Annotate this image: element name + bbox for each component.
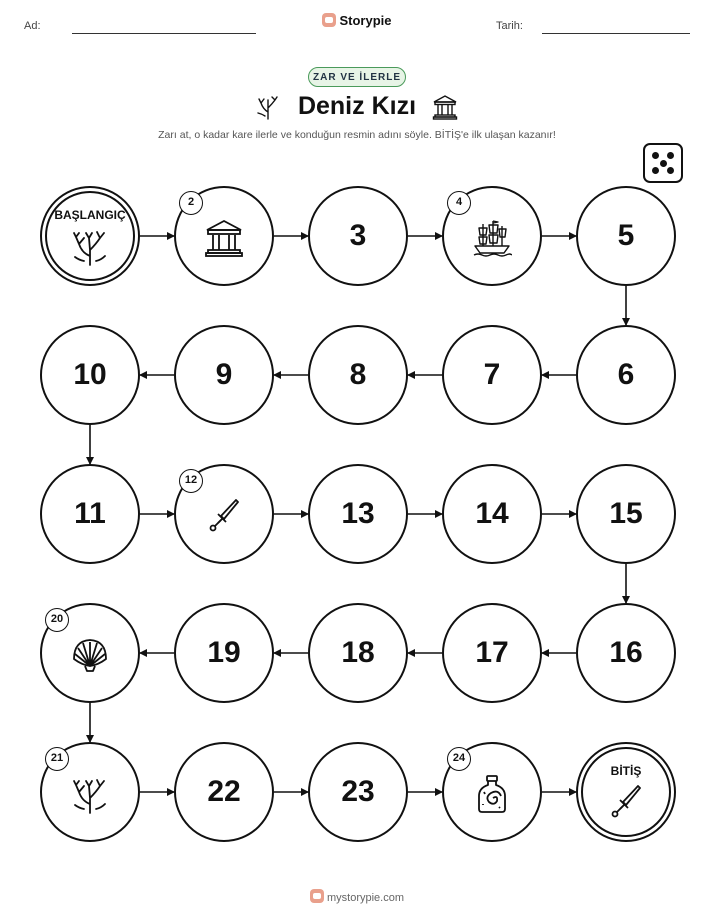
board-space-16	[576, 603, 676, 703]
space-label: BİTİŞ	[610, 764, 642, 778]
board-space-3	[308, 186, 408, 286]
board-space-6	[576, 325, 676, 425]
name-label: Ad:	[24, 20, 41, 32]
space-number: 22	[207, 775, 241, 808]
potion-bottle-icon	[472, 774, 512, 814]
board-space-10	[40, 325, 140, 425]
instructions: Zarı at, o kadar kare ilerle ve konduğun resmin adını söyle. BİTİŞ'e ilk ulaşan kazanır!	[158, 129, 556, 141]
finish-space	[576, 742, 676, 842]
space-number: 6	[617, 358, 635, 391]
board-space-17	[442, 603, 542, 703]
space-number: 3	[349, 219, 367, 252]
board-space-7	[442, 325, 542, 425]
space-number: 15	[609, 497, 643, 530]
space-number: 13	[341, 497, 375, 530]
board-space-20	[40, 603, 140, 703]
space-number: 16	[609, 636, 643, 669]
space-number-badge: 20	[45, 608, 69, 632]
start-space	[40, 186, 140, 286]
footer	[0, 889, 714, 904]
board-space-12	[174, 464, 274, 564]
board-space-14	[442, 464, 542, 564]
space-number: 7	[483, 358, 501, 391]
board-space-5	[576, 186, 676, 286]
date-label: Tarih:	[496, 20, 523, 32]
board-space-4	[442, 186, 542, 286]
footer-url: mystorypie.com	[326, 892, 405, 904]
space-number-badge: 21	[45, 747, 69, 771]
coral-icon	[70, 774, 110, 814]
board-space-18	[308, 603, 408, 703]
board-space-13	[308, 464, 408, 564]
board-space-8	[308, 325, 408, 425]
board-space-22	[174, 742, 274, 842]
space-number: 19	[207, 636, 241, 669]
board-space-21	[40, 742, 140, 842]
storypie-logo-icon	[310, 889, 324, 903]
board-space-9	[174, 325, 274, 425]
space-number: 9	[215, 358, 233, 391]
space-number-badge: 12	[179, 469, 203, 493]
board-space-2	[174, 186, 274, 286]
dagger-icon	[606, 782, 646, 822]
space-number: 5	[617, 219, 635, 252]
space-number-badge: 4	[447, 191, 471, 215]
space-number: 17	[475, 636, 509, 669]
board-space-15	[576, 464, 676, 564]
page-title: Deniz Kızı	[297, 92, 417, 120]
temple-icon	[204, 218, 244, 258]
space-number: 23	[341, 775, 375, 808]
coral-icon	[70, 226, 110, 266]
category-badge: ZAR VE İLERLE	[308, 67, 406, 87]
brand-name: Storypie	[339, 13, 392, 28]
shell-icon	[70, 635, 110, 675]
board-space-11	[40, 464, 140, 564]
dagger-icon	[204, 496, 244, 536]
space-number: 18	[341, 636, 375, 669]
space-number: 11	[74, 497, 106, 530]
board-space-19	[174, 603, 274, 703]
space-number: 10	[73, 358, 107, 391]
space-number: 8	[349, 358, 367, 391]
ship-icon	[472, 218, 512, 258]
space-number-badge: 24	[447, 747, 471, 771]
space-number-badge: 2	[179, 191, 203, 215]
board-space-24	[442, 742, 542, 842]
space-number: 14	[475, 497, 509, 530]
space-label: BAŞLANGIÇ	[54, 208, 126, 222]
board-space-23	[308, 742, 408, 842]
